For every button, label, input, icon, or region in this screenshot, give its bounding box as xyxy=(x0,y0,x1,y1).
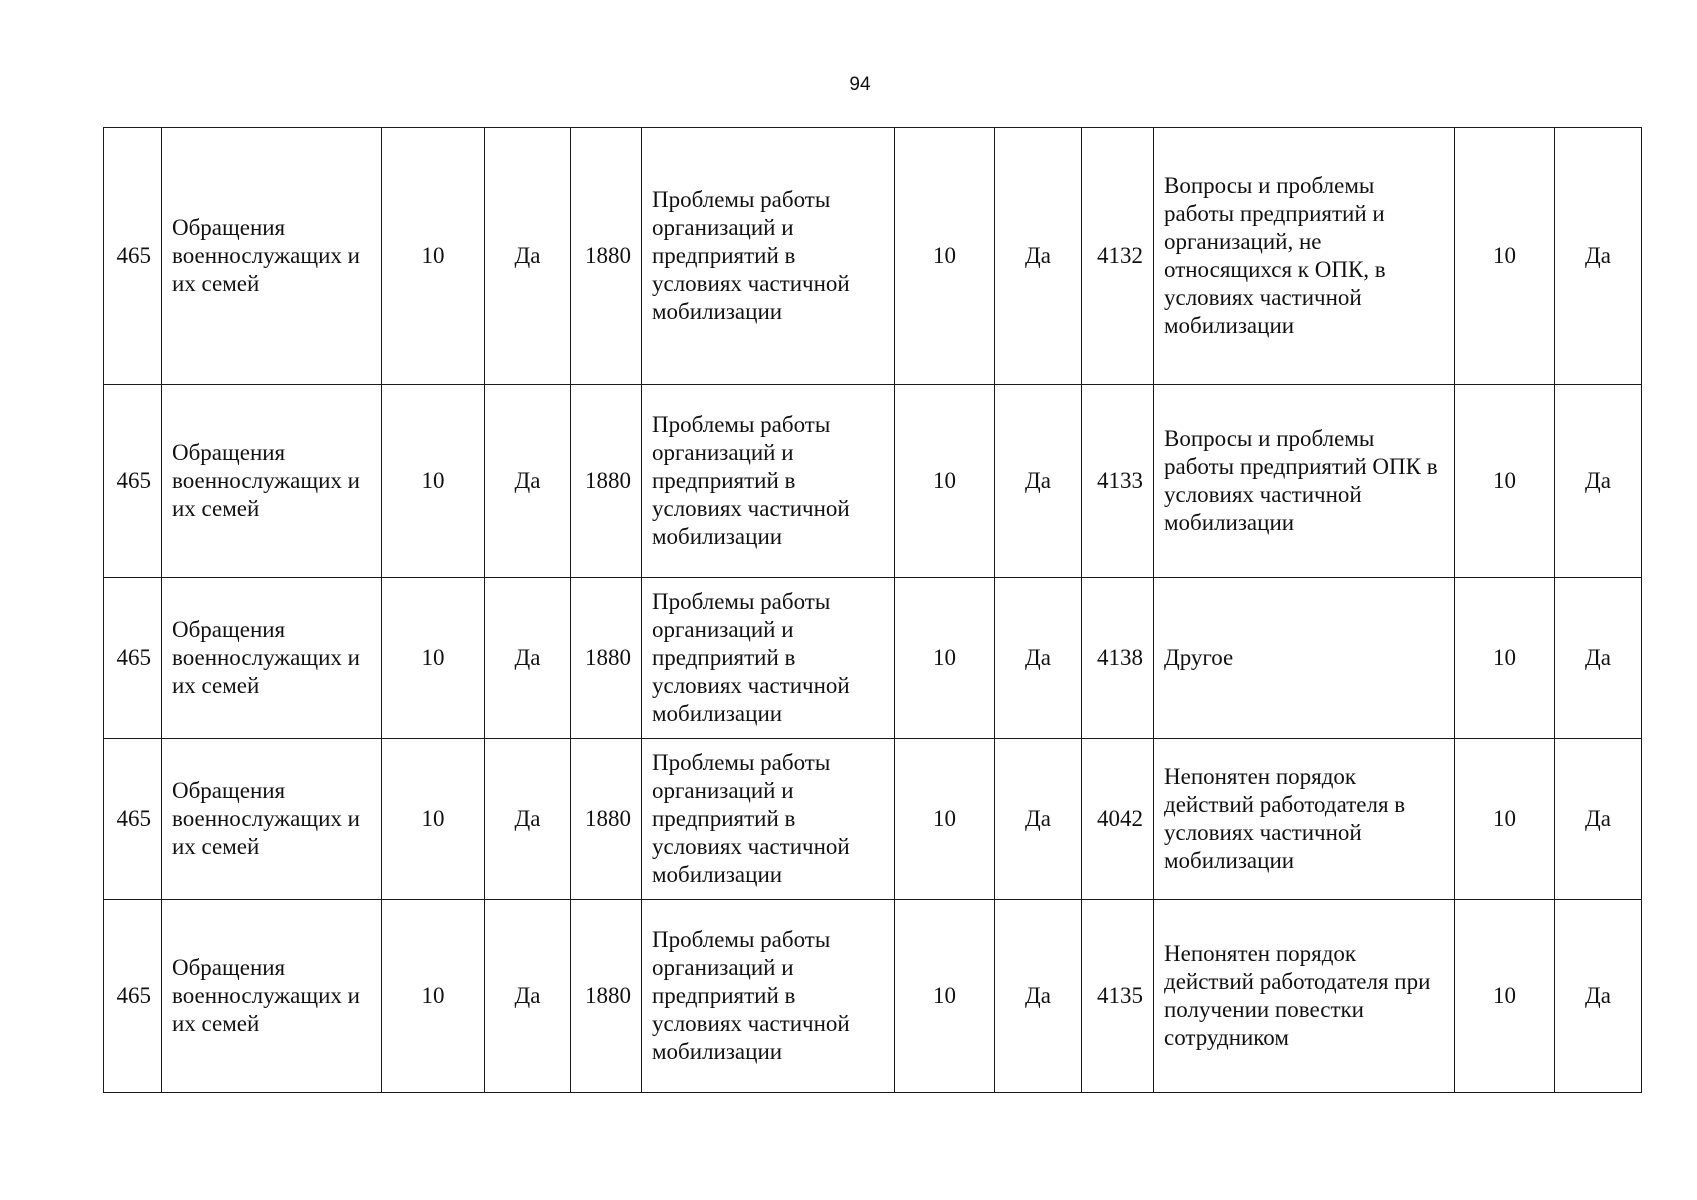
table-row xyxy=(104,900,1642,1093)
table-row xyxy=(104,128,1642,385)
table-row xyxy=(104,578,1642,739)
section-code-cell: 465 xyxy=(104,578,162,739)
topic-code-cell: 1880 xyxy=(571,578,642,739)
section-name-cell: Обращения военнослужащих и их семей xyxy=(162,385,382,578)
question-flag-cell: Да xyxy=(1555,900,1642,1093)
question-flag-cell: Да xyxy=(1555,739,1642,900)
topic-name-cell: Проблемы работы организаций и предприятий в условиях частичной мобилизации xyxy=(642,128,895,385)
section-flag-cell: Да xyxy=(485,128,571,385)
section-code-cell: 465 xyxy=(104,128,162,385)
section-flag-cell: Да xyxy=(485,739,571,900)
question-code-cell: 4138 xyxy=(1082,578,1154,739)
section-name-cell: Обращения военнослужащих и их семей xyxy=(162,739,382,900)
topic-flag-cell: Да xyxy=(995,900,1082,1093)
section-period-cell: 10 xyxy=(382,578,485,739)
question-name-cell: Вопросы и проблемы работы предприятий ОПК в условиях частичной мобилизации xyxy=(1154,385,1455,578)
topic-name-cell: Проблемы работы организаций и предприятий в условиях частичной мобилизации xyxy=(642,739,895,900)
topic-period-cell: 10 xyxy=(895,578,995,739)
question-name-cell: Вопросы и проблемы работы предприятий и организаций, не относящихся к ОПК, в условиях частичной мобилизации xyxy=(1154,128,1455,385)
topic-code-cell: 1880 xyxy=(571,385,642,578)
topic-period-cell: 10 xyxy=(895,739,995,900)
question-flag-cell: Да xyxy=(1555,578,1642,739)
table-row xyxy=(104,385,1642,578)
section-period-cell: 10 xyxy=(382,900,485,1093)
table-row xyxy=(104,739,1642,900)
question-code-cell: 4133 xyxy=(1082,385,1154,578)
section-name-cell: Обращения военнослужащих и их семей xyxy=(162,900,382,1093)
section-period-cell: 10 xyxy=(382,385,485,578)
question-name-cell: Непонятен порядок действий работодателя при получении повестки сотрудником xyxy=(1154,900,1455,1093)
question-period-cell: 10 xyxy=(1455,900,1555,1093)
section-flag-cell: Да xyxy=(485,385,571,578)
section-code-cell: 465 xyxy=(104,900,162,1093)
topic-flag-cell: Да xyxy=(995,128,1082,385)
page-number: 94 xyxy=(849,74,871,95)
question-flag-cell: Да xyxy=(1555,128,1642,385)
question-code-cell: 4135 xyxy=(1082,900,1154,1093)
topic-name-cell: Проблемы работы организаций и предприятий в условиях частичной мобилизации xyxy=(642,385,895,578)
question-period-cell: 10 xyxy=(1455,385,1555,578)
topic-code-cell: 1880 xyxy=(571,128,642,385)
section-flag-cell: Да xyxy=(485,900,571,1093)
question-code-cell: 4132 xyxy=(1082,128,1154,385)
question-period-cell: 10 xyxy=(1455,128,1555,385)
topic-flag-cell: Да xyxy=(995,385,1082,578)
section-code-cell: 465 xyxy=(104,739,162,900)
section-period-cell: 10 xyxy=(382,739,485,900)
topic-code-cell: 1880 xyxy=(571,900,642,1093)
topic-period-cell: 10 xyxy=(895,385,995,578)
topic-flag-cell: Да xyxy=(995,739,1082,900)
topic-flag-cell: Да xyxy=(995,578,1082,739)
topic-period-cell: 10 xyxy=(895,128,995,385)
section-name-cell: Обращения военнослужащих и их семей xyxy=(162,578,382,739)
section-period-cell: 10 xyxy=(382,128,485,385)
topic-period-cell: 10 xyxy=(895,900,995,1093)
question-period-cell: 10 xyxy=(1455,578,1555,739)
classifier-table xyxy=(103,127,1642,1093)
question-name-cell: Непонятен порядок действий работодателя в условиях частичной мобилизации xyxy=(1154,739,1455,900)
topic-name-cell: Проблемы работы организаций и предприятий в условиях частичной мобилизации xyxy=(642,900,895,1093)
topic-name-cell: Проблемы работы организаций и предприятий в условиях частичной мобилизации xyxy=(642,578,895,739)
question-name-cell: Другое xyxy=(1154,578,1455,739)
question-period-cell: 10 xyxy=(1455,739,1555,900)
section-name-cell: Обращения военнослужащих и их семей xyxy=(162,128,382,385)
question-flag-cell: Да xyxy=(1555,385,1642,578)
question-code-cell: 4042 xyxy=(1082,739,1154,900)
section-flag-cell: Да xyxy=(485,578,571,739)
topic-code-cell: 1880 xyxy=(571,739,642,900)
section-code-cell: 465 xyxy=(104,385,162,578)
